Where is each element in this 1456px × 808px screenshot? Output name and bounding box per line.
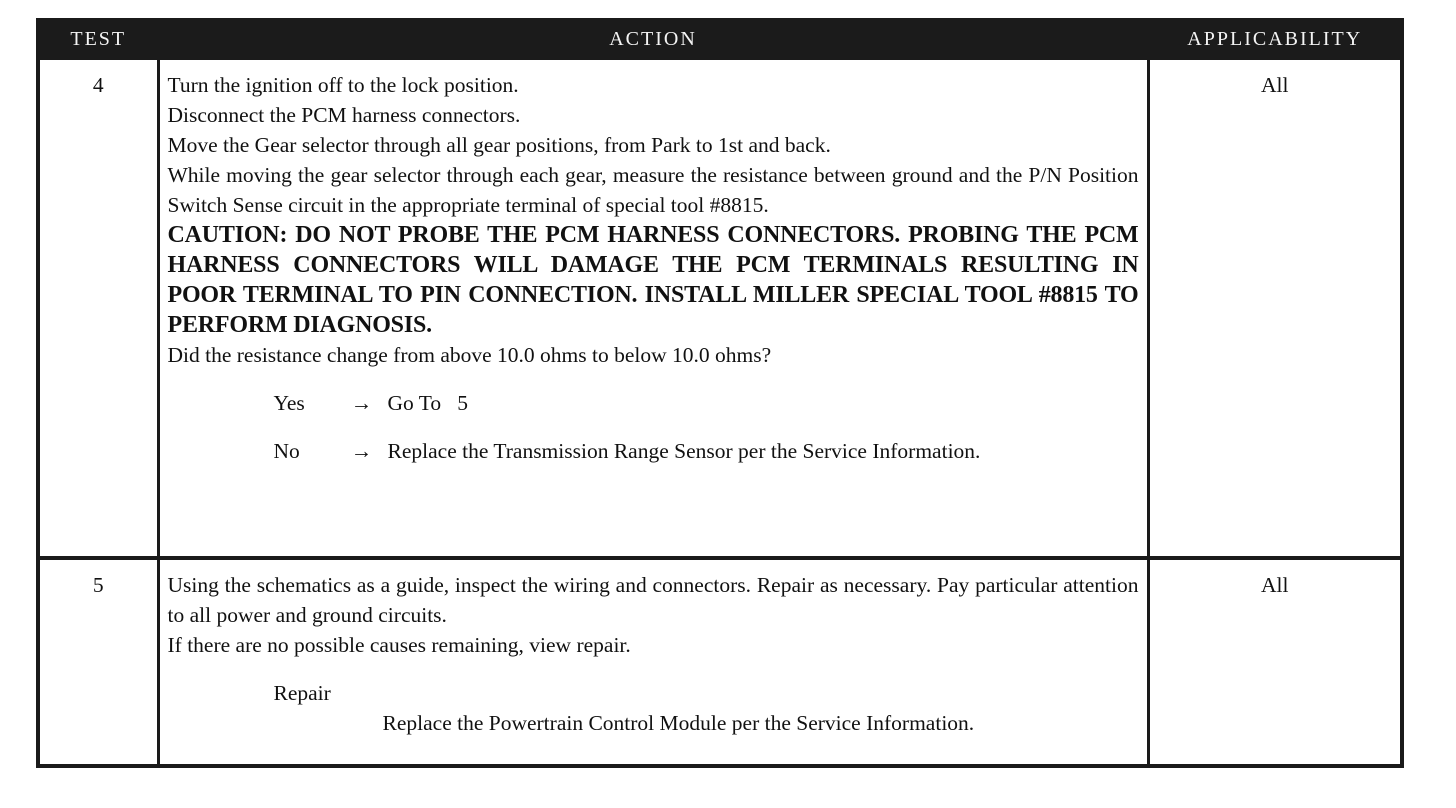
- header-applicability: APPLICABILITY: [1148, 18, 1400, 60]
- yes-label: Yes: [273, 391, 305, 415]
- yes-result: Go To 5: [387, 391, 469, 415]
- yes-branch: [168, 388, 1139, 418]
- arrow-icon: →: [350, 391, 373, 415]
- repair-text: Replace the Powertrain Control Module per the Service Information.: [382, 711, 975, 735]
- caution-text: CAUTION: DO NOT PROBE THE PCM HARNESS CONNECTORS. PROBING THE PCM HARNESS CONNECTORS WILL DAMAGE THE PCM TERMINALS RESULTING IN POOR TERMINAL TO PIN CONNECTION. INSTALL MILLER SPECIAL TOOL #8815 TO PERFORM DIAGNOSIS.: [167, 222, 1139, 338]
- question-text: Did the resistance change from above 10.0 ohms to below 10.0 ohms?: [167, 343, 772, 367]
- action-step: Using the schematics as a guide, inspect the wiring and connectors. Repair as necessary. Pay particular attention to all power and ground circuits.: [167, 573, 1139, 627]
- test-number: 4: [92, 73, 104, 97]
- no-result: Replace the Transmission Range Sensor per the Service Information.: [387, 439, 981, 463]
- applicability-value: All: [1148, 60, 1400, 558]
- no-branch: [168, 436, 1139, 466]
- action-step: Disconnect the PCM harness connectors.: [167, 103, 521, 127]
- header-action: ACTION: [158, 18, 1148, 60]
- header-row: [40, 18, 1400, 60]
- no-label: No: [273, 439, 300, 463]
- table-row: [40, 60, 1400, 558]
- action-cell: [158, 558, 1148, 764]
- arrow-icon: →: [350, 439, 373, 463]
- repair-label: Repair: [273, 681, 331, 705]
- test-number: 5: [40, 558, 158, 764]
- applicability-value: All: [1148, 558, 1400, 764]
- action-cell: [158, 60, 1148, 558]
- action-step: If there are no possible causes remaining, view repair.: [167, 633, 631, 657]
- diagnostic-table: [40, 18, 1400, 764]
- action-step: While moving the gear selector through each gear, measure the resistance between ground and the P/N Position Switch Sense circuit in the appropriate terminal of special tool #8815.: [167, 163, 1139, 217]
- header-test: TEST: [40, 18, 158, 60]
- action-step: Turn the ignition off to the lock position.: [167, 73, 519, 97]
- table-row: [40, 558, 1400, 764]
- diagnostic-table-container: [36, 18, 1404, 768]
- action-step: Move the Gear selector through all gear positions, from Park to 1st and back.: [167, 133, 831, 157]
